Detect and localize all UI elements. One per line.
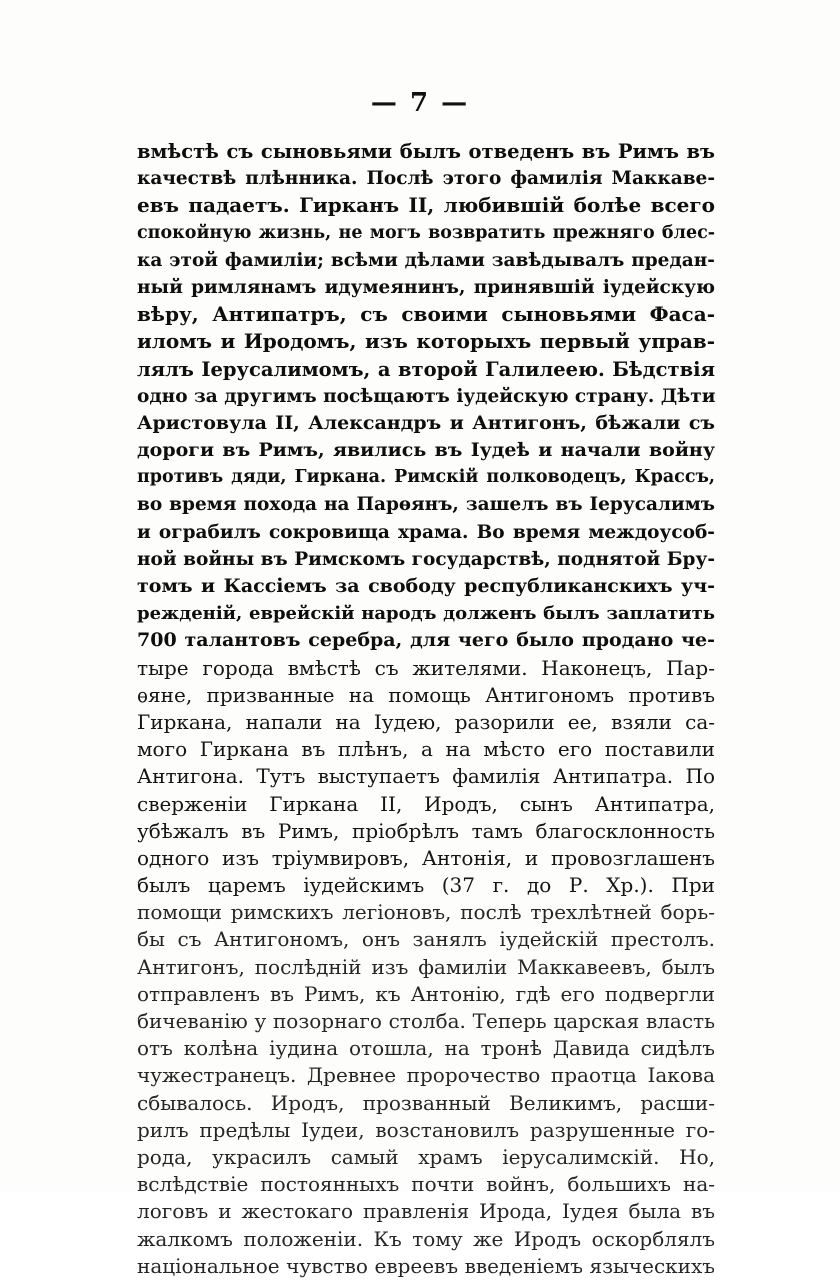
text-line: тыре города вмѣстѣ съ жителями. Наконецъ, Пар- (137, 655, 715, 680)
text-line: 700 талантовъ серебра, для чего было продано че- (137, 629, 715, 652)
text-line: противъ дяди, Гиркана. Римскій полководецъ, Крассъ, (137, 467, 715, 488)
text-line: національное чувство евреевъ введеніемъ языческихъ (137, 1253, 715, 1278)
text-line: мого Гиркана въ плѣнъ, а на мѣсто его поставили (137, 737, 715, 762)
text-line: Антигонъ, послѣдній изъ фамиліи Маккавеевъ, былъ (137, 954, 715, 979)
text-line: вѣру, Антипатръ, съ своими сыновьями Фаса- (137, 302, 715, 327)
text-line: во время похода на Парѳянъ, зашелъ въ Іерусалимъ (137, 494, 715, 516)
text-line: логовъ и жестокаго правленія Ирода, Іудея была въ (137, 1199, 715, 1224)
text-line: ка этой фамиліи; всѣми дѣлами завѣдывалъ предан- (137, 249, 715, 271)
text-line: дороги въ Римъ, явились въ Іудеѣ и начали войну (137, 439, 715, 462)
text-line: ѳяне, призванные на помощь Антигономъ противъ (137, 682, 715, 707)
text-line: Аристовула II, Александръ и Антигонъ, бѣжали съ (137, 411, 715, 434)
text-line: бы съ Антигономъ, онъ занялъ іудейскій престолъ. (137, 927, 715, 952)
text-line: одно за другимъ посѣщаютъ іудейскую страну. Дѣти (137, 385, 715, 407)
text-line: спокойную жизнь, не могъ возвратить прежняго блес- (137, 222, 715, 243)
body-text (137, 138, 715, 1280)
text-line: вслѣдствіе постоянныхъ почти войнъ, большихъ на- (137, 1172, 715, 1197)
text-line: Антигона. Тутъ выступаетъ фамилія Антипатра. По (137, 764, 715, 789)
text-line: томъ и Кассіемъ за свободу республиканскихъ уч- (137, 575, 715, 597)
text-line: Гиркана, напали на Іудею, разорили ее, взяли са- (137, 709, 715, 734)
text-line: иломъ и Иродомъ, изъ которыхъ первый управ- (137, 329, 715, 354)
text-line: сверженіи Гиркана II, Иродъ, сынъ Антипатра, (137, 791, 715, 816)
text-line: убѣжалъ въ Римъ, пріобрѣлъ тамъ благосклонность (137, 818, 715, 843)
text-line: рилъ предѣлы Іудеи, возстановилъ разрушенные го- (137, 1117, 715, 1142)
text-line: помощи римскихъ легіоновъ, послѣ трехлѣтней борь- (137, 900, 715, 925)
text-line: одного изъ тріумвировъ, Антонія, и провозглашенъ (137, 845, 715, 870)
text-line: качествѣ плѣнника. Послѣ этого фамилія Маккаве- (137, 168, 715, 190)
text-line: чужестранецъ. Древнее пророчество праотца Іакова (137, 1063, 715, 1088)
text-line: лялъ Іерусалимомъ, а второй Галилеею. Бѣдствія (137, 357, 715, 381)
text-line: отъ колѣна іудина отошла, на тронѣ Давида сидѣлъ (137, 1036, 715, 1061)
text-line: ной войны въ Римскомъ государствѣ, поднятой Бру- (137, 548, 715, 570)
text-line: ный римлянамъ идумеянинъ, принявшій іудейскую (137, 276, 715, 298)
text-line: бичеванію у позорнаго столба. Теперь царская власть (137, 1009, 715, 1033)
text-line: жалкомъ положеніи. Къ тому же Иродъ оскорблялъ (137, 1226, 715, 1251)
page-number: — 7 — (370, 88, 470, 118)
text-line: рода, украсилъ самый храмъ іерусалимскій. Но, (137, 1144, 715, 1169)
text-line: вмѣстѣ съ сыновьями былъ отведенъ въ Римъ въ (137, 140, 715, 163)
text-line: и ограбилъ сокровища храма. Во время междоусоб- (137, 521, 715, 543)
text-line: сбывалось. Иродъ, прозванный Великимъ, расши- (137, 1090, 715, 1115)
text-line: режденій, еврейскій народъ долженъ былъ заплатить (137, 603, 715, 625)
text-line: отправленъ въ Римъ, къ Антонію, гдѣ его подвергли (137, 981, 715, 1006)
text-line: евъ падаетъ. Гирканъ II, любившій болѣе всего (137, 193, 715, 218)
text-line: былъ царемъ іудейскимъ (37 г. до Р. Хр.). При (137, 873, 715, 898)
